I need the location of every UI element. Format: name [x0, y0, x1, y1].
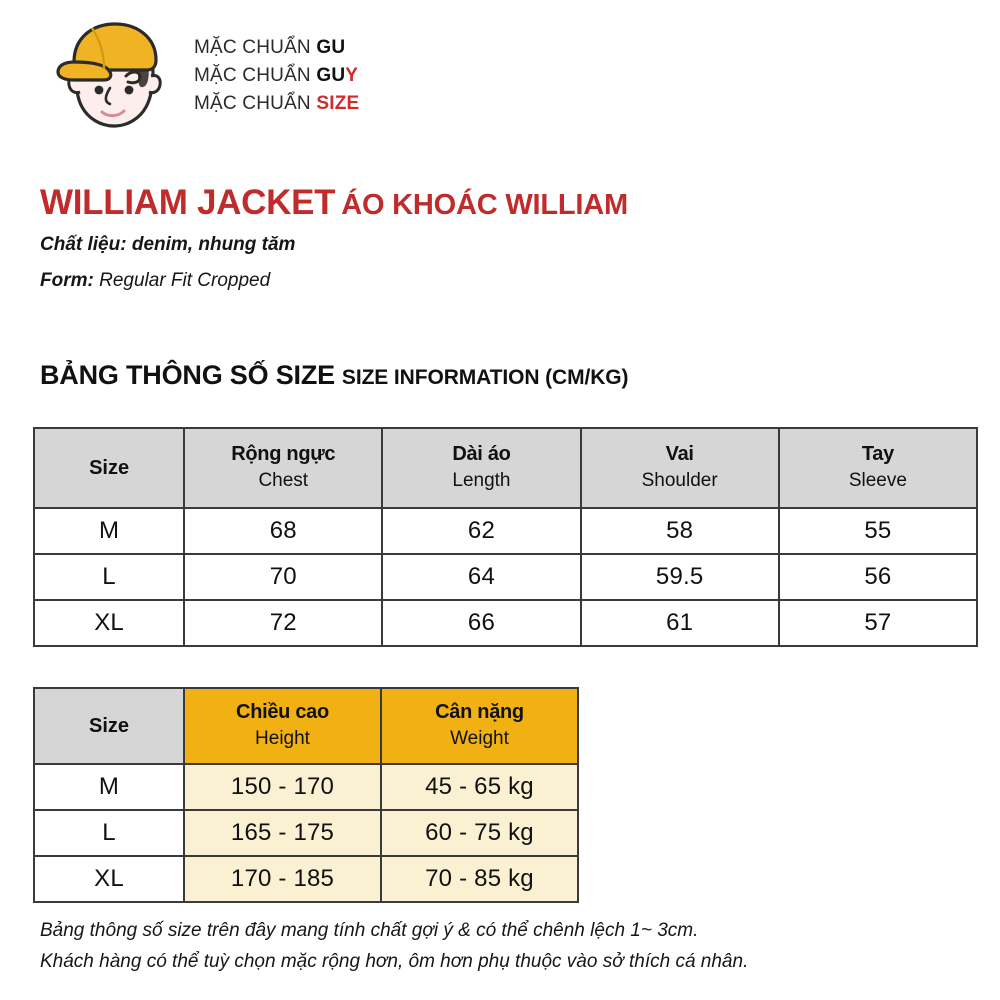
- page-title: [40, 184, 960, 223]
- col-header-size: [34, 428, 184, 508]
- cell-chest: 68: [184, 508, 382, 554]
- product-form-line: [40, 266, 960, 295]
- brand-tagline-2-accent: Y: [345, 64, 359, 86]
- col-header-length-en: Length: [452, 470, 511, 492]
- product-material-line: [40, 230, 960, 259]
- mascot-face-icon: [52, 14, 176, 142]
- cell-size: XL: [34, 856, 184, 902]
- disclaimer-notes: [40, 916, 970, 978]
- brand-tagline-2-prefix: MẶC CHUẨN: [194, 64, 317, 86]
- product-form-label: Form:: [40, 269, 94, 291]
- size-info-heading-en: SIZE INFORMATION (CM/KG): [341, 366, 629, 389]
- col-header-shoulder-vi: Vai: [665, 443, 694, 466]
- product-name-vi: ÁO KHOÁC WILLIAM: [341, 189, 628, 221]
- brand-tagline-3: [194, 90, 359, 118]
- cell-shoulder: 58: [581, 508, 779, 554]
- table-header-row: [34, 428, 977, 508]
- table-header-row: [34, 688, 578, 764]
- col-header-chest-en: Chest: [258, 470, 309, 492]
- cell-shoulder: 59.5: [581, 554, 779, 600]
- table-row: [34, 508, 977, 554]
- col-header-length-vi: Dài áo: [452, 443, 511, 466]
- brand-tagline-2: [194, 62, 359, 90]
- cell-sleeve: 57: [779, 600, 977, 646]
- brand-tagline-1-strong: GU: [316, 37, 346, 58]
- cell-size: L: [34, 810, 184, 856]
- col-header-chest: [184, 428, 382, 508]
- cell-size: M: [34, 764, 184, 810]
- brand-tagline-3-accent: SIZE: [316, 92, 360, 114]
- cell-shoulder: 61: [581, 600, 779, 646]
- col-header-weight-vi: Cân nặng: [435, 701, 524, 724]
- cell-weight: 45 - 65 kg: [381, 764, 578, 810]
- col-header-weight: [381, 688, 578, 764]
- cell-height: 170 - 185: [184, 856, 381, 902]
- cell-length: 62: [382, 508, 580, 554]
- cell-height: 165 - 175: [184, 810, 381, 856]
- col-header-height: [184, 688, 381, 764]
- cell-length: 66: [382, 600, 580, 646]
- brand-tagline-1: [194, 34, 359, 62]
- col-header-chest-vi: Rộng ngực: [231, 443, 336, 466]
- product-name-en: WILLIAM JACKET: [40, 183, 336, 222]
- cell-size: XL: [34, 600, 184, 646]
- col-header-sleeve-vi: Tay: [861, 443, 894, 466]
- col-header-height-en: Height: [255, 728, 310, 750]
- col-header-shoulder: [581, 428, 779, 508]
- col-header-weight-en: Weight: [450, 728, 509, 750]
- brand-tagline-group: [194, 14, 359, 118]
- product-title-block: [40, 184, 960, 295]
- brand-tagline-1-prefix: MẶC CHUẨN: [194, 37, 317, 58]
- cell-chest: 72: [184, 600, 382, 646]
- col-header-length: [382, 428, 580, 508]
- col-header-sleeve: [779, 428, 977, 508]
- size-info-heading: [40, 360, 628, 391]
- cell-weight: 60 - 75 kg: [381, 810, 578, 856]
- cell-chest: 70: [184, 554, 382, 600]
- brand-tagline-3-prefix: MẶC CHUẨN: [194, 92, 317, 114]
- disclaimer-line-1: Bảng thông số size trên đây mang tính chất gợi ý & có thể chênh lệch 1~ 3cm.: [40, 920, 699, 941]
- product-form-value: Regular Fit Cropped: [99, 269, 271, 291]
- cell-sleeve: 56: [779, 554, 977, 600]
- brand-logo-block: [52, 14, 359, 142]
- cell-size: L: [34, 554, 184, 600]
- table-row: [34, 856, 578, 902]
- brand-tagline-2-strong: GU: [316, 64, 346, 86]
- product-material-value: denim, nhung tăm: [131, 233, 296, 255]
- cell-sleeve: 55: [779, 508, 977, 554]
- col-header-size-label: Size: [89, 456, 130, 479]
- cell-weight: 70 - 85 kg: [381, 856, 578, 902]
- size-info-heading-vi: BẢNG THÔNG SỐ SIZE: [40, 360, 335, 390]
- cell-size: M: [34, 508, 184, 554]
- table-row: [34, 764, 578, 810]
- table-row: [34, 600, 977, 646]
- col-header-sleeve-en: Sleeve: [848, 470, 907, 492]
- product-material-label: Chất liệu:: [40, 233, 127, 255]
- cell-height: 150 - 170: [184, 764, 381, 810]
- garment-measurements-table: [33, 427, 978, 647]
- table-row: [34, 554, 977, 600]
- cell-length: 64: [382, 554, 580, 600]
- col-header-height-vi: Chiều cao: [236, 701, 329, 724]
- col-header-size-label: Size: [88, 714, 130, 737]
- disclaimer-line-2: Khách hàng có thể tuỳ chọn mặc rộng hơn, ôm hơn phụ thuộc vào sở thích cá nhân.: [40, 950, 749, 972]
- height-weight-table: [33, 687, 579, 903]
- table-row: [34, 810, 578, 856]
- col-header-shoulder-en: Shoulder: [641, 470, 718, 492]
- col-header-size: [34, 688, 184, 764]
